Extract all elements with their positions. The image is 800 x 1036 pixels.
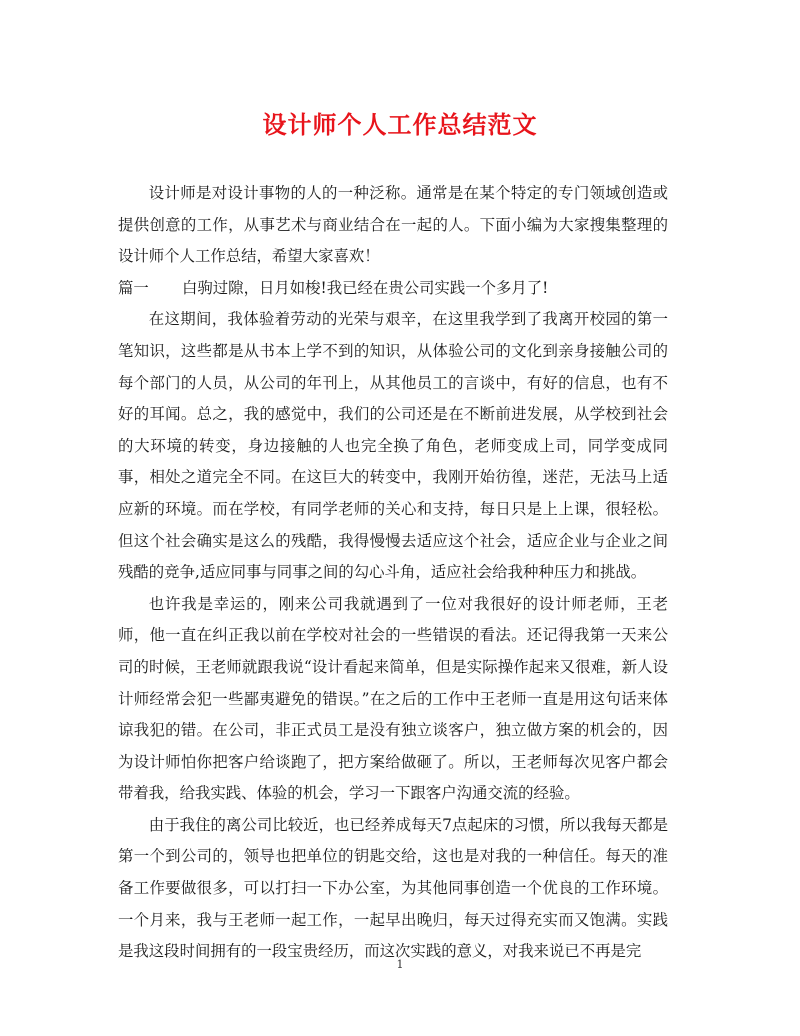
body-paragraph: 在这期间，我体验着劳动的光荣与艰辛，在这里我学到了我离开校园的第一笔知识，这些都是从书本上学不到的知识，从体验公司的文化到亲身接触公司的每个部门的人员，从公司的年刊上，从其他员工的言谈中，有好的信息，也有不好的耳闻。总之，我的感觉中，我们的公司还是在不断前进发展，从学校到社会的大环境的转变，身边接触的人也完全换了角色，老师变成上司，同学变成同事，相处之道完全不同。在这巨大的转变中，我刚开始彷徨，迷茫，无法马上适应新的环境。而在学校，有同学老师的关心和支持，每日只是上上课，很轻松。但这个社会确实是这么的残酷，我得慢慢去适应这个社会，适应企业与企业之间残酷的竞争,适应同事与同事之间的勾心斗角，适应社会给我种种压力和挑战。 [118,310,668,582]
document-body [118,178,668,968]
body-paragraph: 由于我住的离公司比较近，也已经养成每天7点起床的习惯，所以我每天都是第一个到公司的，领导也把单位的钥匙交给，这也是对我的一种信任。每天的准备工作要做很多，可以打扫一下办公室，为其他同事创造一个优良的工作环境。一个月来，我与王老师一起工作，一起早出晚归，每天过得充实而又饱满。实践是我这段时间拥有的一段宝贵经历，而这次实践的意义，对我来说已不再是完 [118,815,668,961]
page-number: 1 [396,958,404,971]
document-title: 设计师个人工作总结范文 [262,110,538,139]
chapter-text: 白驹过隙，日月如梭!我已经在贵公司实践一个多月了! [182,278,549,297]
chapter-heading-line [118,273,668,305]
chapter-label: 篇一 [118,278,149,297]
intro-paragraph: 设计师是对设计事物的人的一种泛称。通常是在某个特定的专门领域创造或提供创意的工作，从事艺术与商业结合在一起的人。下面小编为大家搜集整理的设计师个人工作总结，希望大家喜欢！ [118,184,668,266]
body-paragraph: 也许我是幸运的，刚来公司我就遇到了一位对我很好的设计师老师，王老师，他一直在纠正我以前在学校对社会的一些错误的看法。还记得我第一天来公司的时候，王老师就跟我说“设计看起来简单，但是实际操作起来又很难，新人设计师经常会犯一些鄙夷避免的错误。”在之后的工作中王老师一直是用这句话来体谅我犯的错。在公司，非正式员工是没有独立谈客户，独立做方案的机会的，因为设计师怕你把客户给谈跑了，把方案给做砸了。所以，王老师每次见客户都会带着我，给我实践、体验的机会，学习一下跟客户沟通交流的经验。 [118,594,668,803]
